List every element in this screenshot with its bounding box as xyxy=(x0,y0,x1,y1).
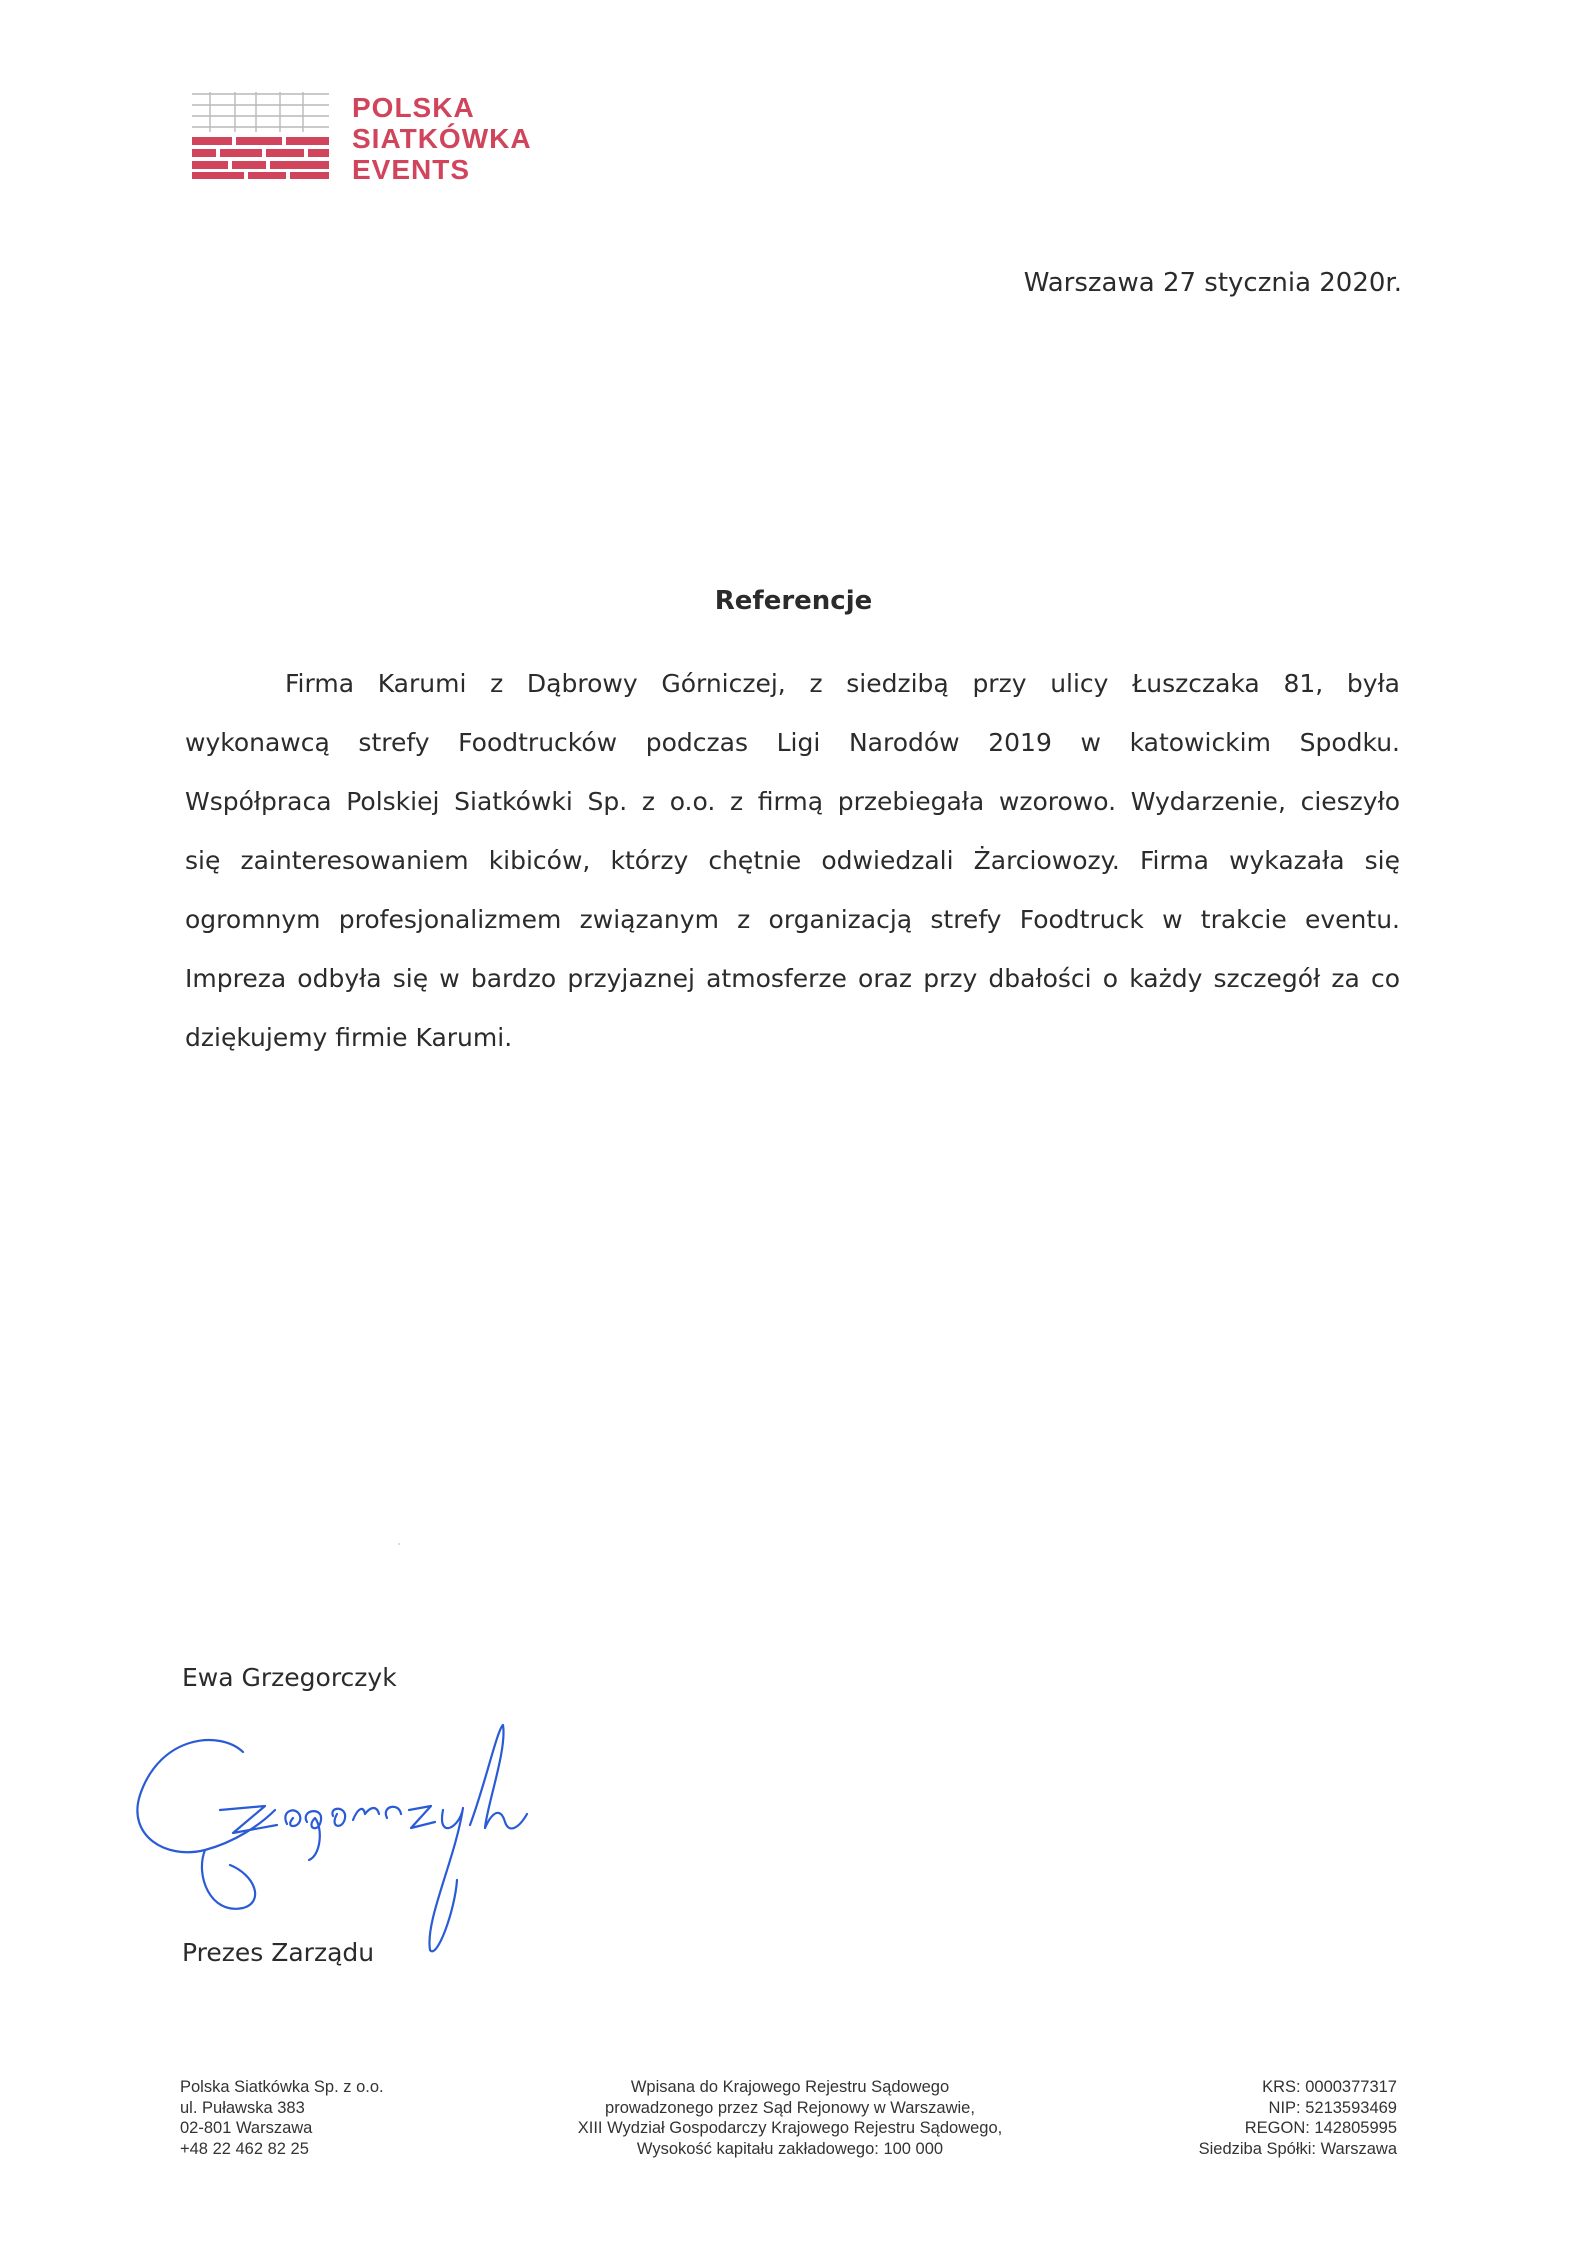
footer-seat: Siedziba Spółki: Warszawa xyxy=(1198,2139,1397,2158)
scan-speck xyxy=(398,1543,400,1545)
company-logo xyxy=(190,90,550,190)
body-line-4: się zainteresowaniem kibiców, którzy chętnie odwiedzali Żarciowozy. Firma wykazała się xyxy=(185,846,1400,875)
logo-line-1: POLSKA xyxy=(352,92,475,123)
footer-street: ul. Puławska 383 xyxy=(180,2098,305,2117)
body-line-1: Firma Karumi z Dąbrowy Górniczej, z siedzibą przy ulicy Łuszczaka 81, była xyxy=(285,669,1400,698)
signer-name: Ewa Grzegorczyk xyxy=(182,1663,397,1692)
body-line-2: wykonawcą strefy Foodtrucków podczas Ligi Narodów 2019 w katowickim Spodku. xyxy=(185,728,1400,757)
letter-date: Warszawa 27 stycznia 2020r. xyxy=(1023,268,1402,298)
logo-line-2: SIATKÓWKA xyxy=(352,123,532,154)
footer-registry-line-2: prowadzonego przez Sąd Rejonowy w Warszawie, xyxy=(605,2098,975,2117)
volleyball-net-logo-icon xyxy=(190,90,331,180)
letter-title: Referencje xyxy=(714,586,873,616)
footer-phone: +48 22 462 82 25 xyxy=(180,2139,309,2158)
logo-line-3: EVENTS xyxy=(352,154,471,185)
body-line-6: Impreza odbyła się w bardzo przyjaznej atmosferze oraz przy dbałości o każdy szczegół za co xyxy=(185,964,1400,993)
footer-registry-line-4: Wysokość kapitału zakładowego: 100 000 xyxy=(636,2139,944,2158)
footer-company-address xyxy=(180,2077,384,2159)
logo-wordmark xyxy=(352,92,532,185)
signer-role: Prezes Zarządu xyxy=(182,1938,375,1967)
footer-registry-info xyxy=(520,2077,1060,2159)
handwritten-signature xyxy=(125,1710,565,1960)
footer-company-ids xyxy=(1199,2077,1397,2159)
letter-body xyxy=(185,654,1400,1067)
body-line-5: ogromnym profesjonalizmem związanym z organizacją strefy Foodtruck w trakcie eventu. xyxy=(185,905,1400,934)
footer-krs: KRS: 0000377317 xyxy=(1262,2078,1397,2096)
footer-regon: REGON: 142805995 xyxy=(1244,2119,1397,2137)
body-line-7: dziękujemy firmie Karumi. xyxy=(185,1023,513,1052)
footer-registry-line-3: XIII Wydział Gospodarczy Krajowego Rejestru Sądowego, xyxy=(577,2119,1003,2137)
body-line-3: Współpraca Polskiej Siatkówki Sp. z o.o. z firmą przebiegała wzorowo. Wydarzenie, cieszyło xyxy=(185,787,1400,816)
footer-registry-line-1: Wpisana do Krajowego Rejestru Sądowego xyxy=(630,2078,950,2096)
footer-nip: NIP: 5213593469 xyxy=(1268,2098,1397,2117)
footer-company-name: Polska Siatkówka Sp. z o.o. xyxy=(180,2078,384,2096)
footer-city: 02-801 Warszawa xyxy=(180,2119,313,2137)
